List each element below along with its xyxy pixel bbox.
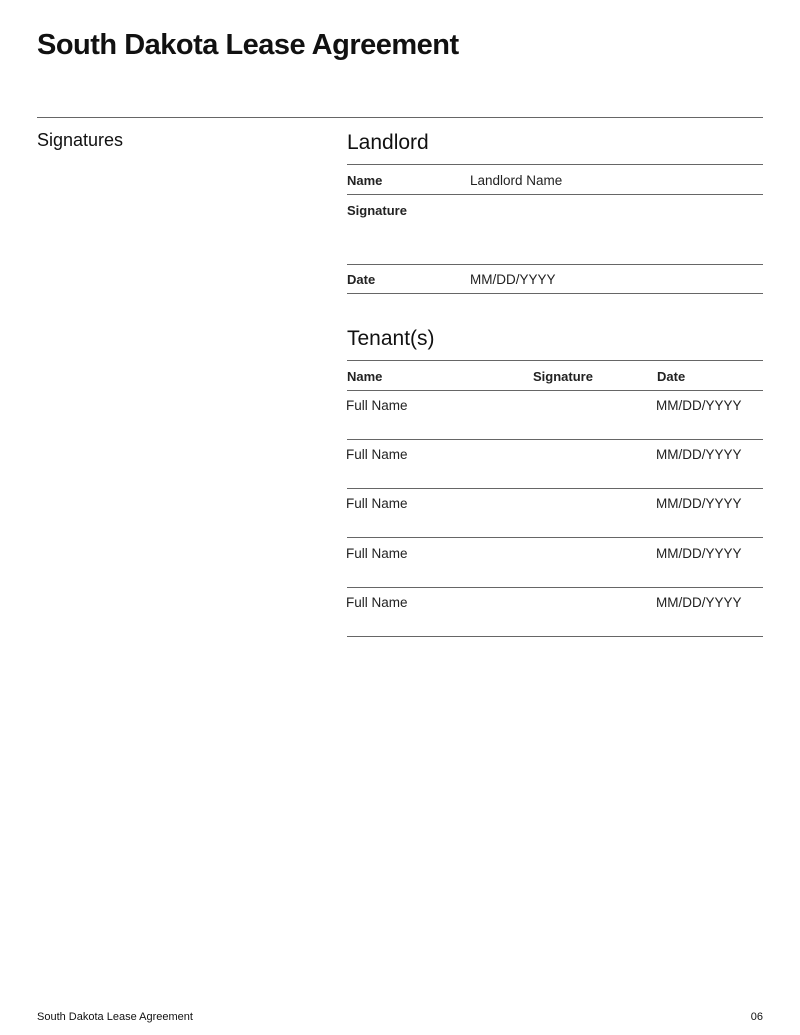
tenant-signature-field[interactable] bbox=[533, 492, 643, 532]
landlord-signature-label: Signature bbox=[347, 203, 407, 218]
tenant-name-field[interactable]: Full Name bbox=[346, 496, 408, 512]
tenant-date-field[interactable]: MM/DD/YYYY bbox=[656, 447, 742, 463]
tenant-name-field[interactable]: Full Name bbox=[346, 398, 408, 413]
divider bbox=[347, 293, 763, 294]
column-header-date: Date bbox=[657, 369, 686, 384]
page-number: 06 bbox=[750, 1011, 763, 1023]
tenant-name-field[interactable]: Full Name bbox=[346, 594, 408, 610]
divider bbox=[347, 164, 763, 165]
tenants-heading: Tenant(s) bbox=[347, 327, 435, 350]
divider bbox=[347, 439, 763, 440]
divider bbox=[347, 488, 763, 489]
footer-title: South Dakota Lease Agreement bbox=[37, 1011, 193, 1023]
landlord-heading: Landlord bbox=[347, 131, 429, 154]
divider bbox=[347, 587, 763, 588]
tenant-signature-field[interactable] bbox=[533, 542, 643, 582]
landlord-date-field[interactable]: MM/DD/YYYY bbox=[470, 272, 556, 287]
divider bbox=[347, 390, 763, 391]
tenant-date-field[interactable]: MM/DD/YYYY bbox=[656, 594, 742, 610]
divider bbox=[347, 360, 763, 361]
tenant-signature-field[interactable] bbox=[533, 591, 643, 631]
divider bbox=[37, 117, 763, 118]
landlord-date-label: Date bbox=[347, 272, 376, 287]
page-title: South Dakota Lease Agreement bbox=[37, 29, 459, 61]
section-title: Signatures bbox=[37, 130, 124, 150]
divider bbox=[347, 537, 763, 538]
column-header-name: Name bbox=[347, 369, 383, 384]
divider bbox=[347, 636, 763, 637]
tenant-date-field[interactable]: MM/DD/YYYY bbox=[656, 545, 742, 561]
tenant-date-field[interactable]: MM/DD/YYYY bbox=[656, 496, 742, 512]
landlord-signature-field[interactable] bbox=[470, 198, 763, 260]
tenant-date-field[interactable]: MM/DD/YYYY bbox=[656, 398, 742, 413]
tenant-name-field[interactable]: Full Name bbox=[346, 447, 408, 463]
landlord-name-field[interactable]: Landlord Name bbox=[470, 173, 563, 188]
tenant-name-field[interactable]: Full Name bbox=[346, 545, 408, 561]
tenant-signature-field[interactable] bbox=[533, 443, 643, 483]
column-header-signature: Signature bbox=[533, 369, 593, 384]
tenant-signature-field[interactable] bbox=[533, 394, 643, 434]
divider bbox=[347, 264, 763, 265]
divider bbox=[347, 194, 763, 195]
landlord-name-label: Name bbox=[347, 173, 383, 188]
